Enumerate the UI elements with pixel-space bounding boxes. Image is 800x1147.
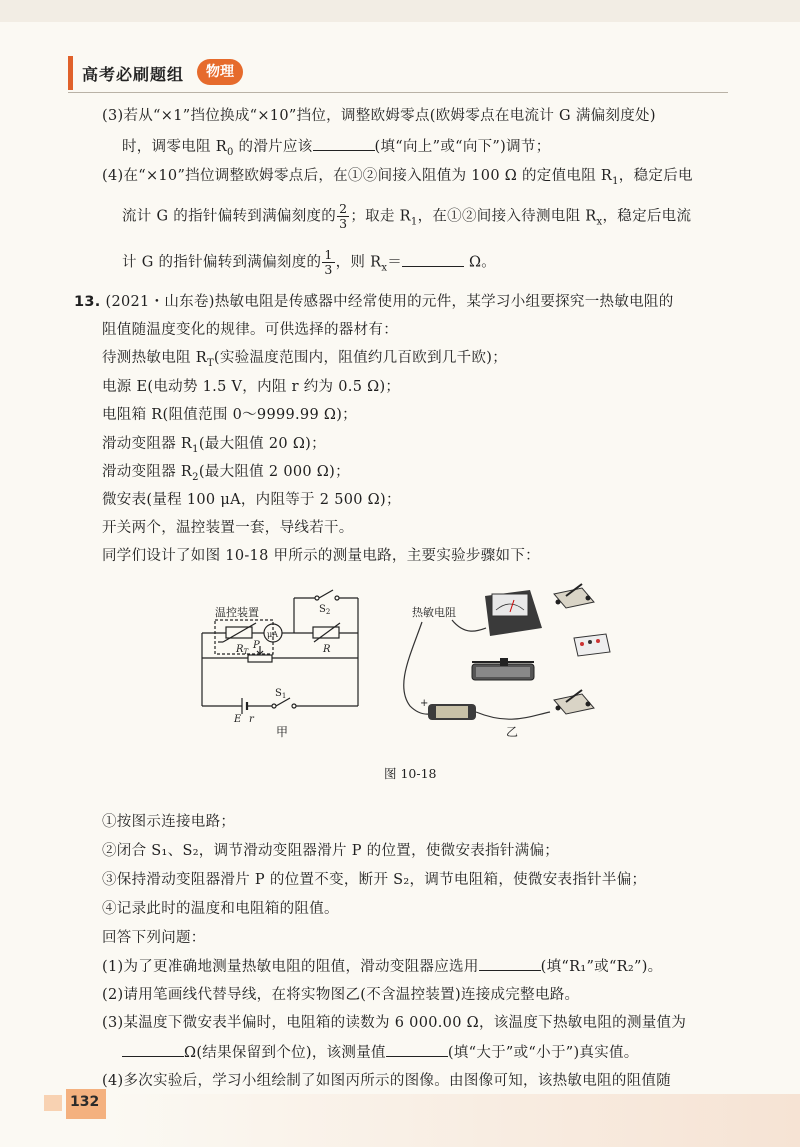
q13-line5: 电阻箱 R(阻值范围 0～9999.99 Ω)；	[102, 407, 357, 423]
q13-line10: 同学们设计了如图 10-18 甲所示的测量电路，主要实验步骤如下：	[102, 548, 540, 564]
answer-blank[interactable]	[402, 252, 464, 267]
rheostat-device	[472, 658, 534, 680]
footer-band	[110, 1094, 800, 1147]
s2-label: $S_2$	[319, 604, 331, 616]
r-internal-label: r	[249, 714, 254, 725]
answer-blank[interactable]	[479, 956, 541, 971]
q13-line4: 电源 E(电动势 1.5 V，内阻 r 约为 0.5 Ω)；	[102, 379, 401, 395]
rt-label: $R_T$	[236, 644, 249, 656]
step-1: ①按图示连接电路；	[102, 814, 236, 830]
top-band	[0, 0, 800, 22]
answer-blank[interactable]	[122, 1042, 184, 1057]
step-4: ④记录此时的温度和电阻箱的阻值。	[102, 901, 339, 917]
prev-q4-line1: (4)在“×10”挡位调整欧姆零点后，在①②间接入阻值为 100 Ω 的定值电阻 $R_1$，稳定后电	[102, 168, 693, 187]
step-3: ③保持滑动变阻器滑片 P 的位置不变，断开 S₂，调节电阻箱，使微安表指针半偏；	[102, 872, 647, 888]
question-1: (1)为了更准确地测量热敏电阻的阻值，滑动变阻器应选用 (填“R₁”或“R₂”)。	[102, 956, 662, 977]
q13-line2: 阻值随温度变化的规律。可供选择的器材有：	[102, 322, 398, 338]
svg-text:+: +	[420, 698, 429, 709]
battery-device	[420, 698, 476, 720]
q13-line6: 滑动变阻器 $R_1$(最大阻值 20 Ω)；	[102, 436, 326, 455]
header-accent-bar	[68, 56, 73, 90]
prev-q3-line1: (3)若从“×1”挡位换成“×10”挡位，调整欧姆零点(欧姆零点在电流计 G 满偏刻度处)	[102, 108, 656, 124]
e-label: E	[234, 714, 242, 725]
question-4: (4)多次实验后，学习小组绘制了如图丙所示的图像。由图像可知，该热敏电阻的阻值随	[102, 1073, 672, 1089]
question-2: (2)请用笔画线代替导线，在将实物图乙(不含温控装置)连接成完整电路。	[102, 987, 580, 1003]
answer-blank[interactable]	[313, 136, 375, 151]
q13-line7: 滑动变阻器 $R_2$(最大阻值 2 000 Ω)；	[102, 464, 350, 483]
microammeter-device	[485, 590, 542, 636]
q13-line9: 开关两个，温控装置一套，导线若干。	[102, 520, 354, 536]
figure-jia-label: 甲	[276, 725, 289, 739]
step-2: ②闭合 S₁、S₂，调节滑动变阻器滑片 P 的位置，使微安表指针满偏；	[102, 843, 560, 859]
p-label: P	[253, 640, 260, 651]
microammeter-label: μA	[267, 630, 278, 639]
thermistor-label: 热敏电阻	[412, 606, 456, 619]
r-label: R	[323, 644, 331, 655]
s1-label: $S_1$	[275, 688, 287, 700]
rheostat-symbol	[248, 655, 272, 662]
answer-blank[interactable]	[386, 1042, 448, 1057]
apparatus-yi	[404, 584, 610, 739]
question-3-line2: Ω(结果保留到个位)，该测量值 (填“大于”或“小于”)真实值。	[122, 1042, 639, 1063]
question-number: 13.	[74, 294, 101, 310]
temp-control-label: 温控装置	[215, 606, 259, 619]
header-title: 高考必刷题组	[82, 65, 185, 84]
subject-badge: 物理	[197, 59, 243, 85]
prev-q3-line2: 时，调零电阻 $R_0$ 的滑片应该 (填“向上”或“向下”)调节；	[122, 136, 551, 163]
page-header	[0, 56, 800, 96]
q13-line1: 13. (2021・山东卷)热敏电阻是传感器中经常使用的元件，某学习小组要探究一热敏电阻的	[74, 294, 674, 310]
switch-device-bottom	[554, 690, 594, 714]
figure-10-18	[190, 576, 620, 756]
fraction-one-third: $\frac{1}{3}$	[324, 247, 333, 277]
prev-q4-line2: 流计 G 的指针偏转到满偏刻度的 $\frac{2}{3}$ ；取走 $R_1$，在①②间接入待测电阻 $R_x$，稳定后电流	[122, 201, 692, 231]
figure-caption: 图 10-18	[384, 766, 437, 781]
prev-q4-line3: 计 G 的指针偏转到满偏刻度的 $\frac{1}{3}$ ，则 $R_x= \Omega$。	[122, 247, 497, 277]
switch-s2	[319, 590, 333, 598]
fraction-two-thirds: $\frac{2}{3}$	[339, 201, 348, 231]
q13-line8: 微安表(量程 100 μA，内阻等于 2 500 Ω)；	[102, 492, 401, 508]
figure-yi-label: 乙	[506, 725, 519, 739]
answer-intro: 回答下列问题：	[102, 930, 206, 946]
q13-line3: 待测热敏电阻 $R_T$(实验温度范围内，阻值约几百欧到几千欧)；	[102, 350, 508, 369]
page-number: 132	[70, 1094, 100, 1110]
question-3-line1: (3)某温度下微安表半偏时，电阻箱的读数为 6 000.00 Ω，该温度下热敏电阻的测量值为	[102, 1015, 687, 1031]
switch-device-top	[554, 584, 594, 608]
page-number-accent	[44, 1095, 62, 1111]
header-divider	[68, 92, 728, 93]
resistance-box-device	[574, 634, 610, 656]
